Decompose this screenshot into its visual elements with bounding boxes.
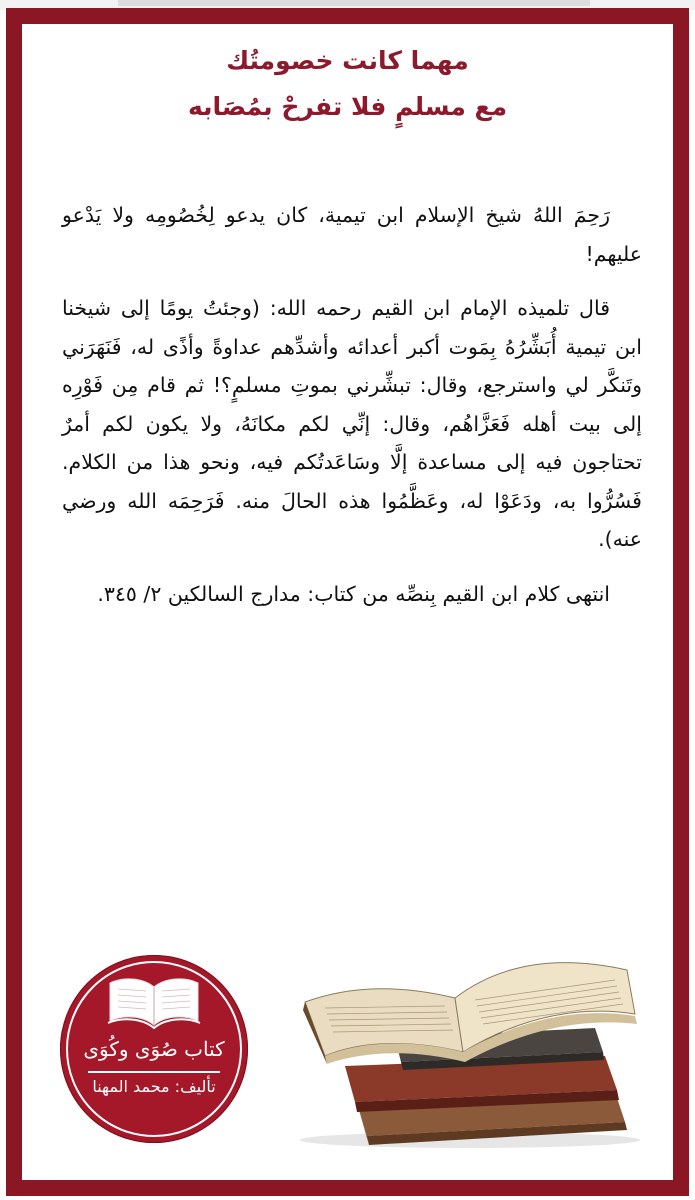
paragraph-intro: رَحِمَ اللهُ شيخ الإسلام ابن تيمية، كان يدعو لِخُصُومِه ولا يَدْعو عليهم! bbox=[62, 203, 642, 266]
open-book-icon bbox=[104, 973, 204, 1031]
stacked-books-illustration bbox=[285, 940, 655, 1150]
page-title bbox=[22, 38, 673, 130]
paragraph-quote: قال تلميذه الإمام ابن القيم رحمه الله: (وجئتُ يومًا إلى شيخنا ابن تيمية أُبَشِّرُهُ بِمَوت أكبر أعدائه وأشدِّهم عداوةً وأذًى له، فَنَهَرَني وتَنكَّر لي واسترجع، وقال: تبشِّرني بموتِ مسلمٍ؟! ثم قام مِن فَوْرِه إلى بيت أهله فَعَزَّاهُم، وقال: إنِّي لكم مكانَهُ، ولا يكون لكم أمرٌ تحتاجون فيه إلى مساعدة إلَّا وسَاعَدتُكم فيه، ونحو هذا من الكلام. فَسُرُّوا به، ودَعَوْا له، وعَظَّمُوا هذه الحالَ منه. فَرَحِمَه الله ورضي عنه). bbox=[62, 296, 642, 551]
title-line-1: مهما كانت خصومتُك bbox=[226, 46, 469, 75]
paragraph-source: انتهى كلام ابن القيم بِنصِّه من كتاب: مدارج السالكين ٢/ ٣٤٥. bbox=[97, 581, 610, 606]
badge-divider bbox=[88, 1071, 220, 1073]
badge-book-title: كتاب صُوَى وكُوَى bbox=[83, 1037, 225, 1061]
book-badge bbox=[60, 955, 248, 1143]
article-body bbox=[62, 196, 642, 629]
top-strip-bar bbox=[118, 0, 590, 6]
title-line-2: مع مسلمٍ فلا تفرحْ بمُصَابه bbox=[187, 92, 508, 121]
badge-author: تأليف: محمد المهنا bbox=[92, 1077, 216, 1096]
